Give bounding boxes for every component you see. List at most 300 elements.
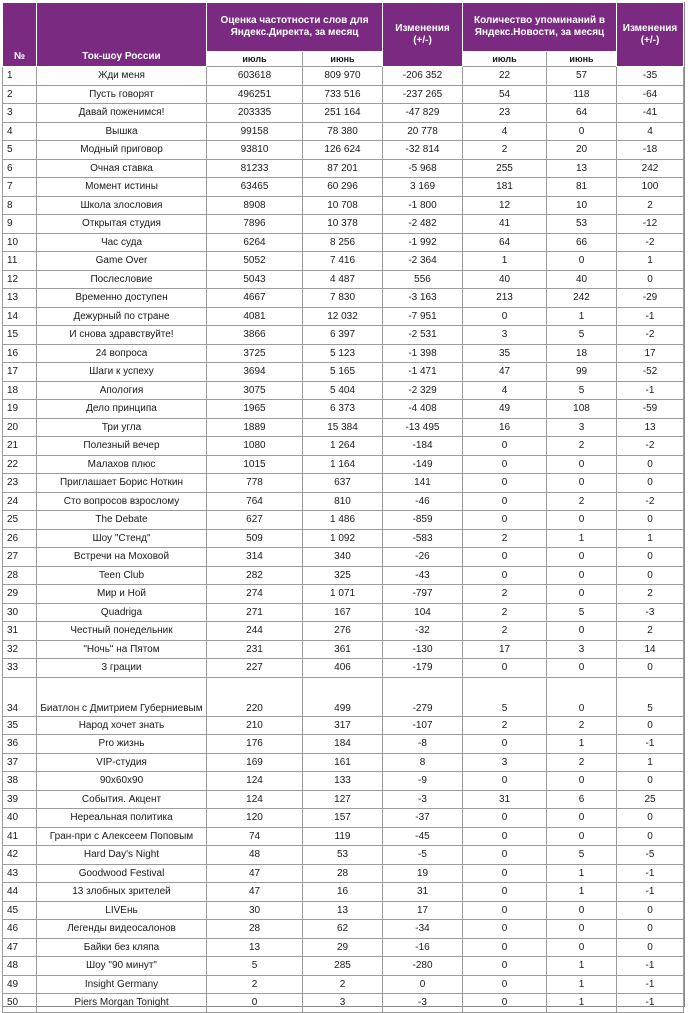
show-name: Жди меня xyxy=(37,67,207,86)
mentions-change: -1 xyxy=(617,381,684,400)
freq-june: 4 487 xyxy=(303,270,383,289)
mentions-june: 0 xyxy=(547,566,617,585)
freq-july: 778 xyxy=(207,474,303,493)
mentions-june: 1 xyxy=(547,957,617,976)
mentions-change: 0 xyxy=(617,920,684,939)
mentions-june: 1 xyxy=(547,883,617,902)
show-name: Момент истины xyxy=(37,178,207,197)
freq-july: 81233 xyxy=(207,159,303,178)
mentions-june: 6 xyxy=(547,790,617,809)
mentions-june: 0 xyxy=(547,659,617,678)
table-row xyxy=(3,159,684,178)
freq-june: 5 165 xyxy=(303,363,383,382)
freq-june: 276 xyxy=(303,622,383,641)
mentions-june: 81 xyxy=(547,178,617,197)
freq-june: 62 xyxy=(303,920,383,939)
header-num: № xyxy=(3,3,37,67)
freq-change: -1 800 xyxy=(383,196,463,215)
show-name: Приглашает Борис Ноткин xyxy=(37,474,207,493)
mentions-july: 0 xyxy=(463,659,547,678)
freq-change: 556 xyxy=(383,270,463,289)
mentions-change: 2 xyxy=(617,585,684,604)
freq-july: 1965 xyxy=(207,400,303,419)
freq-july: 124 xyxy=(207,790,303,809)
freq-june: 809 970 xyxy=(303,67,383,86)
mentions-change: 0 xyxy=(617,827,684,846)
mentions-june: 3 xyxy=(547,418,617,437)
show-name: 90x60x90 xyxy=(37,772,207,791)
freq-july: 63465 xyxy=(207,178,303,197)
mentions-july: 4 xyxy=(463,122,547,141)
mentions-june: 108 xyxy=(547,400,617,419)
freq-june: 3 xyxy=(303,994,383,1013)
mentions-june: 18 xyxy=(547,344,617,363)
mentions-july: 2 xyxy=(463,585,547,604)
row-number: 47 xyxy=(3,938,37,957)
mentions-change: 14 xyxy=(617,640,684,659)
mentions-june: 5 xyxy=(547,603,617,622)
freq-july: 124 xyxy=(207,772,303,791)
freq-june: 15 384 xyxy=(303,418,383,437)
table-row xyxy=(3,215,684,234)
mentions-change: -59 xyxy=(617,400,684,419)
table-row xyxy=(3,344,684,363)
freq-july: 5043 xyxy=(207,270,303,289)
freq-change: -2 364 xyxy=(383,252,463,271)
row-number: 46 xyxy=(3,920,37,939)
freq-july: 1080 xyxy=(207,437,303,456)
show-name: Game Over xyxy=(37,252,207,271)
mentions-june: 5 xyxy=(547,381,617,400)
show-name: "Ночь" на Пятом xyxy=(37,640,207,659)
table-row xyxy=(3,141,684,160)
show-name: Малахов плюс xyxy=(37,455,207,474)
mentions-june: 53 xyxy=(547,215,617,234)
mentions-change: -1 xyxy=(617,975,684,994)
table-row xyxy=(3,252,684,271)
freq-change: -179 xyxy=(383,659,463,678)
freq-change: -1 398 xyxy=(383,344,463,363)
row-number: 18 xyxy=(3,381,37,400)
freq-change: -7 951 xyxy=(383,307,463,326)
mentions-july: 181 xyxy=(463,178,547,197)
mentions-june: 0 xyxy=(547,920,617,939)
mentions-july: 0 xyxy=(463,920,547,939)
mentions-june: 0 xyxy=(547,901,617,920)
row-number: 23 xyxy=(3,474,37,493)
row-number: 8 xyxy=(3,196,37,215)
freq-june: 53 xyxy=(303,846,383,865)
mentions-july: 0 xyxy=(463,735,547,754)
show-name: Шаги к успеху xyxy=(37,363,207,382)
mentions-change: -2 xyxy=(617,233,684,252)
mentions-change: -1 xyxy=(617,735,684,754)
show-name: Goodwood Festival xyxy=(37,864,207,883)
table-row xyxy=(3,122,684,141)
freq-june: 325 xyxy=(303,566,383,585)
mentions-change: 0 xyxy=(617,772,684,791)
row-number: 9 xyxy=(3,215,37,234)
show-name: Народ хочет знать xyxy=(37,716,207,735)
mentions-july: 255 xyxy=(463,159,547,178)
mentions-change: -1 xyxy=(617,957,684,976)
mentions-change: 0 xyxy=(617,809,684,828)
show-name: Сто вопросов взрослому xyxy=(37,492,207,511)
table-row xyxy=(3,753,684,772)
row-number: 14 xyxy=(3,307,37,326)
talk-show-ratings-table xyxy=(2,2,684,1013)
table-row xyxy=(3,492,684,511)
table-row xyxy=(3,529,684,548)
table-row xyxy=(3,622,684,641)
table-row xyxy=(3,864,684,883)
row-number: 48 xyxy=(3,957,37,976)
mentions-change: -1 xyxy=(617,883,684,902)
freq-july: 47 xyxy=(207,864,303,883)
row-number: 20 xyxy=(3,418,37,437)
show-name: Давай поженимся! xyxy=(37,104,207,123)
mentions-change: -18 xyxy=(617,141,684,160)
mentions-july: 22 xyxy=(463,67,547,86)
mentions-change: 0 xyxy=(617,716,684,735)
freq-july: 176 xyxy=(207,735,303,754)
table-row xyxy=(3,659,684,678)
table-row xyxy=(3,846,684,865)
freq-change: 31 xyxy=(383,883,463,902)
mentions-change: 0 xyxy=(617,659,684,678)
freq-july: 3866 xyxy=(207,326,303,345)
mentions-change: -1 xyxy=(617,864,684,883)
freq-change: -16 xyxy=(383,938,463,957)
table-row xyxy=(3,790,684,809)
mentions-june: 2 xyxy=(547,492,617,511)
mentions-june: 1 xyxy=(547,529,617,548)
row-number: 39 xyxy=(3,790,37,809)
header-show: Ток-шоу России xyxy=(37,3,207,67)
row-number: 19 xyxy=(3,400,37,419)
mentions-change: -41 xyxy=(617,104,684,123)
show-name: Послесловие xyxy=(37,270,207,289)
row-number: 21 xyxy=(3,437,37,456)
freq-june: 1 092 xyxy=(303,529,383,548)
freq-change: -37 xyxy=(383,809,463,828)
mentions-july: 0 xyxy=(463,809,547,828)
mentions-july: 3 xyxy=(463,753,547,772)
row-number: 27 xyxy=(3,548,37,567)
freq-change: 20 778 xyxy=(383,122,463,141)
show-name: The Debate xyxy=(37,511,207,530)
table-row xyxy=(3,289,684,308)
freq-july: 30 xyxy=(207,901,303,920)
freq-june: 1 071 xyxy=(303,585,383,604)
mentions-june: 66 xyxy=(547,233,617,252)
table-row xyxy=(3,809,684,828)
row-number: 42 xyxy=(3,846,37,865)
mentions-june: 0 xyxy=(547,827,617,846)
table-row xyxy=(3,548,684,567)
freq-change: 0 xyxy=(383,975,463,994)
freq-july: 274 xyxy=(207,585,303,604)
freq-change: -279 xyxy=(383,677,463,716)
freq-change: 141 xyxy=(383,474,463,493)
table-row xyxy=(3,640,684,659)
show-name: События. Акцент xyxy=(37,790,207,809)
mentions-change: 5 xyxy=(617,677,684,716)
freq-june: 285 xyxy=(303,957,383,976)
mentions-july: 0 xyxy=(463,957,547,976)
freq-july: 210 xyxy=(207,716,303,735)
row-number: 29 xyxy=(3,585,37,604)
freq-june: 5 123 xyxy=(303,344,383,363)
freq-june: 12 032 xyxy=(303,307,383,326)
freq-june: 8 256 xyxy=(303,233,383,252)
freq-june: 127 xyxy=(303,790,383,809)
mentions-change: 1 xyxy=(617,753,684,772)
row-number: 41 xyxy=(3,827,37,846)
mentions-july: 2 xyxy=(463,622,547,641)
mentions-june: 3 xyxy=(547,640,617,659)
mentions-july: 0 xyxy=(463,548,547,567)
mentions-july: 1 xyxy=(463,252,547,271)
freq-june: 361 xyxy=(303,640,383,659)
freq-june: 13 xyxy=(303,901,383,920)
freq-change: -280 xyxy=(383,957,463,976)
mentions-july: 31 xyxy=(463,790,547,809)
row-number: 25 xyxy=(3,511,37,530)
mentions-july: 23 xyxy=(463,104,547,123)
mentions-june: 5 xyxy=(547,846,617,865)
mentions-july: 0 xyxy=(463,511,547,530)
mentions-change: -2 xyxy=(617,326,684,345)
freq-change: -206 352 xyxy=(383,67,463,86)
row-number: 12 xyxy=(3,270,37,289)
mentions-june: 0 xyxy=(547,809,617,828)
freq-june: 133 xyxy=(303,772,383,791)
mentions-june: 2 xyxy=(547,753,617,772)
subheader-july-freq: июль xyxy=(207,52,303,67)
show-name: Шоу "90 минут" xyxy=(37,957,207,976)
freq-change: -859 xyxy=(383,511,463,530)
show-name: Мир и Ной xyxy=(37,585,207,604)
freq-change: -1 471 xyxy=(383,363,463,382)
freq-july: 48 xyxy=(207,846,303,865)
freq-july: 47 xyxy=(207,883,303,902)
freq-change: -5 xyxy=(383,846,463,865)
freq-june: 161 xyxy=(303,753,383,772)
freq-change: -237 265 xyxy=(383,85,463,104)
mentions-july: 3 xyxy=(463,326,547,345)
table-row xyxy=(3,196,684,215)
table-row xyxy=(3,270,684,289)
mentions-july: 0 xyxy=(463,901,547,920)
show-name: Открытая студия xyxy=(37,215,207,234)
header-change-mentions: Изменения (+/-) xyxy=(617,3,684,67)
freq-change: -8 xyxy=(383,735,463,754)
freq-change: -3 163 xyxy=(383,289,463,308)
table-row xyxy=(3,178,684,197)
mentions-june: 0 xyxy=(547,511,617,530)
freq-change: -3 xyxy=(383,790,463,809)
mentions-july: 0 xyxy=(463,975,547,994)
freq-june: 87 201 xyxy=(303,159,383,178)
mentions-change: 2 xyxy=(617,622,684,641)
freq-july: 120 xyxy=(207,809,303,828)
mentions-change: 1 xyxy=(617,529,684,548)
row-number: 15 xyxy=(3,326,37,345)
table-row xyxy=(3,585,684,604)
table-row xyxy=(3,827,684,846)
row-number: 43 xyxy=(3,864,37,883)
row-number: 38 xyxy=(3,772,37,791)
mentions-june: 0 xyxy=(547,122,617,141)
show-name: И снова здравствуйте! xyxy=(37,326,207,345)
freq-july: 74 xyxy=(207,827,303,846)
subheader-june-freq: июнь xyxy=(303,52,383,67)
freq-change: -1 992 xyxy=(383,233,463,252)
mentions-june: 1 xyxy=(547,735,617,754)
freq-june: 157 xyxy=(303,809,383,828)
show-name: Полезный вечер xyxy=(37,437,207,456)
mentions-change: -1 xyxy=(617,307,684,326)
mentions-change: 0 xyxy=(617,455,684,474)
table-row xyxy=(3,474,684,493)
row-number: 30 xyxy=(3,603,37,622)
mentions-change: 0 xyxy=(617,548,684,567)
row-number: 7 xyxy=(3,178,37,197)
freq-june: 29 xyxy=(303,938,383,957)
freq-june: 10 708 xyxy=(303,196,383,215)
row-number: 34 xyxy=(3,677,37,716)
mentions-june: 242 xyxy=(547,289,617,308)
mentions-change: 13 xyxy=(617,418,684,437)
mentions-change: -64 xyxy=(617,85,684,104)
mentions-july: 2 xyxy=(463,603,547,622)
table-row xyxy=(3,455,684,474)
table-body xyxy=(3,67,684,1013)
mentions-change: -12 xyxy=(617,215,684,234)
freq-july: 627 xyxy=(207,511,303,530)
show-name: Биатлон с Дмитрием Губерниевым xyxy=(37,677,207,716)
freq-july: 271 xyxy=(207,603,303,622)
freq-june: 60 296 xyxy=(303,178,383,197)
show-name: Hard Day's Night xyxy=(37,846,207,865)
freq-change: -46 xyxy=(383,492,463,511)
freq-july: 603618 xyxy=(207,67,303,86)
show-name: Встречи на Моховой xyxy=(37,548,207,567)
freq-change: -34 xyxy=(383,920,463,939)
freq-june: 6 397 xyxy=(303,326,383,345)
mentions-july: 2 xyxy=(463,716,547,735)
freq-july: 13 xyxy=(207,938,303,957)
freq-july: 244 xyxy=(207,622,303,641)
header-change-freq: Изменения (+/-) xyxy=(383,3,463,67)
freq-july: 2 xyxy=(207,975,303,994)
table-row xyxy=(3,400,684,419)
freq-june: 7 830 xyxy=(303,289,383,308)
header-freq: Оценка частотности слов для Яндекс.Директа, за месяц xyxy=(207,3,383,52)
mentions-change: 0 xyxy=(617,511,684,530)
table-row xyxy=(3,920,684,939)
freq-june: 10 378 xyxy=(303,215,383,234)
mentions-july: 0 xyxy=(463,566,547,585)
mentions-july: 213 xyxy=(463,289,547,308)
mentions-change: 25 xyxy=(617,790,684,809)
freq-july: 93810 xyxy=(207,141,303,160)
mentions-change: 100 xyxy=(617,178,684,197)
row-number: 32 xyxy=(3,640,37,659)
show-name: Piers Morgan Tonight xyxy=(37,994,207,1013)
show-name: Апология xyxy=(37,381,207,400)
show-name: Пусть говорят xyxy=(37,85,207,104)
mentions-june: 0 xyxy=(547,677,617,716)
freq-july: 99158 xyxy=(207,122,303,141)
row-number: 4 xyxy=(3,122,37,141)
table-row xyxy=(3,233,684,252)
mentions-june: 10 xyxy=(547,196,617,215)
mentions-july: 35 xyxy=(463,344,547,363)
mentions-june: 1 xyxy=(547,307,617,326)
mentions-june: 0 xyxy=(547,585,617,604)
mentions-july: 2 xyxy=(463,141,547,160)
freq-july: 496251 xyxy=(207,85,303,104)
freq-july: 5052 xyxy=(207,252,303,271)
table-row xyxy=(3,772,684,791)
row-number: 17 xyxy=(3,363,37,382)
table-row xyxy=(3,975,684,994)
row-number: 11 xyxy=(3,252,37,271)
mentions-june: 0 xyxy=(547,938,617,957)
subheader-june-mentions: июнь xyxy=(547,52,617,67)
show-name: Гран-при с Алексеем Поповым xyxy=(37,827,207,846)
freq-change: -149 xyxy=(383,455,463,474)
mentions-july: 0 xyxy=(463,307,547,326)
header-mentions: Количество упоминаний в Яндекс.Новости, за месяц xyxy=(463,3,617,52)
mentions-july: 0 xyxy=(463,883,547,902)
mentions-change: 0 xyxy=(617,566,684,585)
freq-june: 810 xyxy=(303,492,383,511)
show-name: Шоу "Стенд" xyxy=(37,529,207,548)
table-row xyxy=(3,883,684,902)
table-row xyxy=(3,326,684,345)
row-number: 36 xyxy=(3,735,37,754)
freq-july: 0 xyxy=(207,994,303,1013)
freq-change: -130 xyxy=(383,640,463,659)
freq-change: -184 xyxy=(383,437,463,456)
freq-change: -13 495 xyxy=(383,418,463,437)
row-number: 2 xyxy=(3,85,37,104)
freq-june: 7 416 xyxy=(303,252,383,271)
freq-june: 2 xyxy=(303,975,383,994)
mentions-change: 242 xyxy=(617,159,684,178)
mentions-change: 0 xyxy=(617,938,684,957)
freq-july: 28 xyxy=(207,920,303,939)
freq-june: 5 404 xyxy=(303,381,383,400)
freq-july: 7896 xyxy=(207,215,303,234)
row-number: 6 xyxy=(3,159,37,178)
mentions-july: 0 xyxy=(463,938,547,957)
show-name: Школа злословия xyxy=(37,196,207,215)
row-number: 3 xyxy=(3,104,37,123)
mentions-june: 0 xyxy=(547,622,617,641)
mentions-june: 13 xyxy=(547,159,617,178)
mentions-change: 0 xyxy=(617,474,684,493)
row-number: 33 xyxy=(3,659,37,678)
show-name: Pro жизнь xyxy=(37,735,207,754)
freq-change: -47 829 xyxy=(383,104,463,123)
show-name: Модный приговор xyxy=(37,141,207,160)
mentions-change: -5 xyxy=(617,846,684,865)
mentions-july: 49 xyxy=(463,400,547,419)
